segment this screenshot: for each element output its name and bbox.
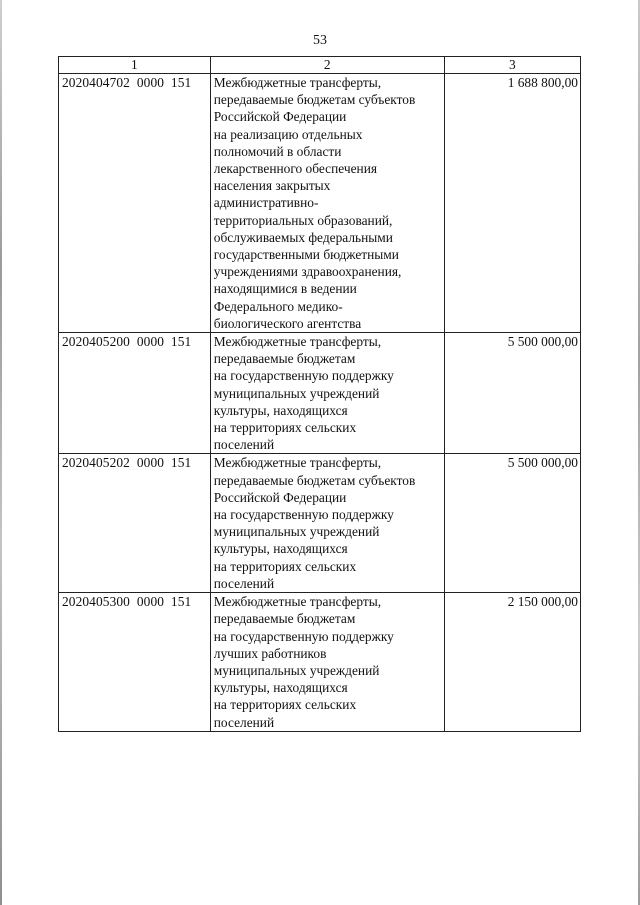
description-line: Российской Федерации [213, 109, 347, 125]
budget-table [58, 56, 581, 732]
description-line: на территориях сельских [213, 558, 357, 574]
description-line: государственными бюджетными [213, 247, 399, 263]
description-line: культуры, находящихся [213, 680, 348, 696]
table-row [59, 454, 581, 593]
budget-code-cell: 2020404702 0000 151 [59, 74, 211, 333]
column-header-3: 3 [444, 57, 580, 74]
budget-code-cell: 2020405300 0000 151 [59, 593, 211, 732]
table-row [59, 333, 581, 454]
description-line: полномочий в области [213, 143, 342, 159]
description-line: культуры, находящихся [213, 541, 348, 557]
amount-cell: 5 500 000,00 [444, 333, 580, 454]
column-header-1: 1 [59, 57, 211, 74]
description-line: поселений [213, 714, 275, 730]
description-line: Федерального медико- [213, 298, 343, 314]
description-cell [210, 593, 444, 732]
description-line: муниципальных учреждений [213, 662, 380, 678]
description-line: на государственную поддержку [213, 628, 394, 644]
description-line: обслуживаемых федеральными [213, 229, 393, 245]
amount-cell: 5 500 000,00 [444, 454, 580, 593]
description-line: Межбюджетные трансферты, [213, 594, 382, 610]
description-line: на территориях сельских [213, 420, 357, 436]
budget-code-cell: 2020405202 0000 151 [59, 454, 211, 593]
description-line: передаваемые бюджетам субъектов [213, 92, 416, 108]
description-line: поселений [213, 437, 275, 453]
amount-cell: 2 150 000,00 [444, 593, 580, 732]
page-number: 53 [313, 33, 327, 48]
description-line: на государственную поддержку [213, 507, 394, 523]
description-line: на реализацию отдельных [213, 126, 363, 142]
description-line: административно- [213, 195, 319, 211]
description-cell [210, 333, 444, 454]
description-line: передаваемые бюджетам [213, 351, 356, 367]
description-line: передаваемые бюджетам [213, 611, 356, 627]
description-line: населения закрытых [213, 178, 331, 194]
budget-code-cell: 2020405200 0000 151 [59, 333, 211, 454]
description-cell [210, 454, 444, 593]
description-line: Российской Федерации [213, 489, 347, 505]
table-row [59, 74, 581, 333]
description-line: муниципальных учреждений [213, 524, 380, 540]
description-line: находящимися в ведении [213, 281, 357, 297]
description-line: учреждениями здравоохранения, [213, 264, 402, 280]
column-header-2: 2 [210, 57, 444, 74]
table-header-row [59, 57, 581, 74]
description-line: территориальных образований, [213, 212, 393, 228]
description-line: передаваемые бюджетам субъектов [213, 472, 416, 488]
description-line: лучших работников [213, 645, 327, 661]
description-line: муниципальных учреждений [213, 385, 380, 401]
description-line: культуры, находящихся [213, 402, 348, 418]
description-line: Межбюджетные трансферты, [213, 455, 382, 471]
description-line: Межбюджетные трансферты, [213, 75, 382, 90]
amount-cell: 1 688 800,00 [444, 74, 580, 333]
description-line: Межбюджетные трансферты, [213, 334, 382, 350]
description-line: лекарственного обеспечения [213, 161, 378, 177]
scan-edge-left [0, 0, 2, 905]
table-row [59, 593, 581, 732]
description-line: поселений [213, 575, 275, 591]
description-line: биологического агентства [213, 315, 362, 331]
description-line: на государственную поддержку [213, 368, 394, 384]
description-line: на территориях сельских [213, 697, 357, 713]
description-cell [210, 74, 444, 333]
